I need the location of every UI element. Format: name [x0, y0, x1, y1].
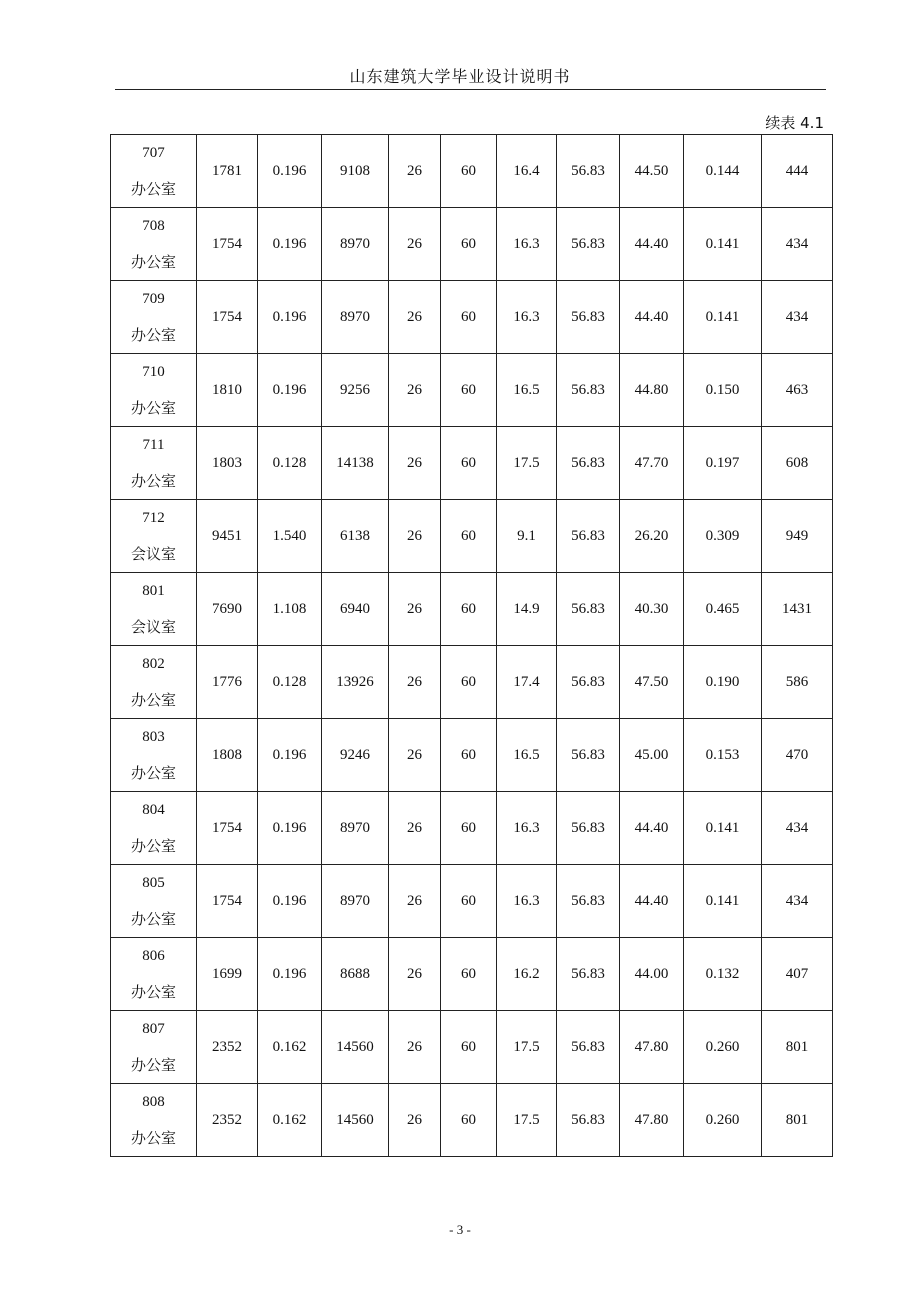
table-cell: 60 — [441, 573, 497, 646]
table-cell: 14560 — [322, 1011, 389, 1084]
table-cell: 47.80 — [620, 1084, 684, 1157]
table-cell: 444 — [762, 135, 833, 208]
table-cell: 6940 — [322, 573, 389, 646]
table-cell: 56.83 — [557, 719, 620, 792]
table-cell: 16.5 — [497, 719, 557, 792]
table-cell: 0.196 — [258, 281, 322, 354]
table-row — [111, 865, 833, 938]
table-cell: 26 — [389, 281, 441, 354]
room-number: 807 — [142, 1021, 165, 1037]
room-number: 806 — [142, 948, 165, 964]
table-cell: 470 — [762, 719, 833, 792]
room-number: 804 — [142, 802, 165, 818]
room-number: 808 — [142, 1094, 165, 1110]
table-cell: 26 — [389, 719, 441, 792]
table-cell: 44.50 — [620, 135, 684, 208]
table-cell: 26 — [389, 135, 441, 208]
table-cell: 17.5 — [497, 1084, 557, 1157]
room-cell — [111, 573, 197, 646]
room-cell — [111, 865, 197, 938]
table-cell: 0.197 — [684, 427, 762, 500]
table-cell: 0.260 — [684, 1084, 762, 1157]
room-name: 办公室 — [130, 983, 176, 1001]
table-cell: 56.83 — [557, 500, 620, 573]
table-cell: 434 — [762, 792, 833, 865]
room-name: 会议室 — [130, 618, 176, 636]
room-cell — [111, 646, 197, 719]
table-cell: 60 — [441, 865, 497, 938]
page-header-title: 山东建筑大学毕业设计说明书 — [349, 67, 571, 86]
table-cell: 434 — [762, 281, 833, 354]
table-cell: 1810 — [197, 354, 258, 427]
table-cell: 56.83 — [557, 938, 620, 1011]
table-cell: 56.83 — [557, 135, 620, 208]
table-row — [111, 1011, 833, 1084]
data-table — [110, 134, 833, 1157]
room-name: 办公室 — [130, 472, 176, 490]
table-cell: 6138 — [322, 500, 389, 573]
table-cell: 0.190 — [684, 646, 762, 719]
room-number: 708 — [142, 218, 165, 234]
room-name: 办公室 — [130, 691, 176, 709]
table-cell: 60 — [441, 1084, 497, 1157]
table-cell: 1754 — [197, 865, 258, 938]
table-cell: 463 — [762, 354, 833, 427]
table-row — [111, 208, 833, 281]
table-cell: 1754 — [197, 792, 258, 865]
table-cell: 0.128 — [258, 646, 322, 719]
room-cell — [111, 208, 197, 281]
table-cell: 949 — [762, 500, 833, 573]
table-row — [111, 646, 833, 719]
table-cell: 0.132 — [684, 938, 762, 1011]
table-row — [111, 500, 833, 573]
table-cell: 1754 — [197, 208, 258, 281]
table-cell: 8970 — [322, 792, 389, 865]
table-cell: 2352 — [197, 1084, 258, 1157]
table-cell: 60 — [441, 427, 497, 500]
table-cell: 60 — [441, 281, 497, 354]
table-cell: 60 — [441, 135, 497, 208]
room-cell — [111, 1011, 197, 1084]
table-row — [111, 354, 833, 427]
table-row — [111, 281, 833, 354]
table-cell: 56.83 — [557, 427, 620, 500]
table-cell: 0.128 — [258, 427, 322, 500]
room-cell — [111, 938, 197, 1011]
room-number: 803 — [142, 729, 165, 745]
table-cell: 60 — [441, 208, 497, 281]
table-row — [111, 719, 833, 792]
table-cell: 9.1 — [497, 500, 557, 573]
table-cell: 0.196 — [258, 719, 322, 792]
table-row — [111, 1084, 833, 1157]
table-cell: 0.150 — [684, 354, 762, 427]
table-cell: 16.3 — [497, 792, 557, 865]
table-cell: 0.162 — [258, 1084, 322, 1157]
table-cell: 60 — [441, 938, 497, 1011]
table-cell: 801 — [762, 1011, 833, 1084]
table-cell: 44.40 — [620, 281, 684, 354]
table-cell: 0.141 — [684, 865, 762, 938]
room-cell — [111, 427, 197, 500]
table-cell: 0.196 — [258, 792, 322, 865]
table-cell: 0.153 — [684, 719, 762, 792]
table-cell: 44.00 — [620, 938, 684, 1011]
table-cell: 8970 — [322, 865, 389, 938]
table-cell: 1.540 — [258, 500, 322, 573]
table-cell: 0.141 — [684, 208, 762, 281]
table-cell: 26 — [389, 938, 441, 1011]
room-cell — [111, 354, 197, 427]
table-cell: 16.3 — [497, 865, 557, 938]
room-cell — [111, 1084, 197, 1157]
table-cell: 56.83 — [557, 354, 620, 427]
room-cell — [111, 135, 197, 208]
room-cell — [111, 719, 197, 792]
table-cell: 60 — [441, 354, 497, 427]
table-cell: 16.3 — [497, 281, 557, 354]
page-number: - 3 - — [449, 1222, 471, 1237]
table-cell: 434 — [762, 865, 833, 938]
room-number: 709 — [142, 291, 165, 307]
table-cell: 0.141 — [684, 792, 762, 865]
table-cell: 1699 — [197, 938, 258, 1011]
table-row — [111, 792, 833, 865]
table-cell: 1.108 — [258, 573, 322, 646]
table-cell: 26 — [389, 500, 441, 573]
table-cell: 26 — [389, 354, 441, 427]
table-cell: 0.260 — [684, 1011, 762, 1084]
room-name: 办公室 — [130, 399, 176, 417]
room-name: 办公室 — [130, 910, 176, 928]
table-cell: 44.40 — [620, 792, 684, 865]
header-divider — [115, 89, 826, 90]
table-cell: 26 — [389, 1011, 441, 1084]
room-number: 802 — [142, 656, 165, 672]
table-cell: 26.20 — [620, 500, 684, 573]
table-cell: 1776 — [197, 646, 258, 719]
table-cell: 0.196 — [258, 354, 322, 427]
table-cell: 14560 — [322, 1084, 389, 1157]
table-cell: 16.3 — [497, 208, 557, 281]
table-cell: 0.141 — [684, 281, 762, 354]
table-cell: 56.83 — [557, 792, 620, 865]
table-cell: 17.4 — [497, 646, 557, 719]
table-cell: 26 — [389, 792, 441, 865]
table-cell: 434 — [762, 208, 833, 281]
table-cell: 9108 — [322, 135, 389, 208]
table-cell: 9256 — [322, 354, 389, 427]
table-cell: 44.40 — [620, 208, 684, 281]
table-cell: 14.9 — [497, 573, 557, 646]
table-cell: 56.83 — [557, 646, 620, 719]
room-name: 办公室 — [130, 253, 176, 271]
table-cell: 56.83 — [557, 1084, 620, 1157]
table-cell: 26 — [389, 646, 441, 719]
table-cell: 26 — [389, 573, 441, 646]
table-cell: 26 — [389, 865, 441, 938]
table-cell: 9451 — [197, 500, 258, 573]
table-cell: 9246 — [322, 719, 389, 792]
table-cell: 0.196 — [258, 938, 322, 1011]
table-cell: 8688 — [322, 938, 389, 1011]
table-row — [111, 938, 833, 1011]
table-cell: 56.83 — [557, 281, 620, 354]
table-cell: 1803 — [197, 427, 258, 500]
table-cell: 0.162 — [258, 1011, 322, 1084]
table-cell: 0.309 — [684, 500, 762, 573]
table-cell: 44.80 — [620, 354, 684, 427]
room-cell — [111, 792, 197, 865]
room-name: 会议室 — [130, 545, 176, 563]
table-cell: 44.40 — [620, 865, 684, 938]
table-cell: 1431 — [762, 573, 833, 646]
table-row — [111, 427, 833, 500]
table-cell: 13926 — [322, 646, 389, 719]
table-cell: 14138 — [322, 427, 389, 500]
table-cell: 26 — [389, 427, 441, 500]
room-number: 707 — [142, 145, 165, 161]
room-number: 801 — [142, 583, 165, 599]
table-cell: 56.83 — [557, 1011, 620, 1084]
table-cell: 60 — [441, 719, 497, 792]
room-number: 712 — [142, 510, 165, 526]
table-cell: 1781 — [197, 135, 258, 208]
table-cell: 0.196 — [258, 865, 322, 938]
room-name: 办公室 — [130, 1056, 176, 1074]
room-cell — [111, 281, 197, 354]
table-cell: 47.50 — [620, 646, 684, 719]
table-cell: 1754 — [197, 281, 258, 354]
room-name: 办公室 — [130, 180, 176, 198]
table-cell: 8970 — [322, 208, 389, 281]
table-cell: 7690 — [197, 573, 258, 646]
table-cell: 1808 — [197, 719, 258, 792]
table-cell: 60 — [441, 1011, 497, 1084]
table-cell: 60 — [441, 500, 497, 573]
table-row — [111, 135, 833, 208]
table-cell: 801 — [762, 1084, 833, 1157]
table-cell: 0.196 — [258, 208, 322, 281]
table-cell: 26 — [389, 1084, 441, 1157]
room-number: 711 — [142, 437, 165, 453]
table-cell: 47.80 — [620, 1011, 684, 1084]
table-cell: 60 — [441, 792, 497, 865]
table-cell: 407 — [762, 938, 833, 1011]
table-cell: 56.83 — [557, 573, 620, 646]
table-cell: 0.465 — [684, 573, 762, 646]
table-cell: 17.5 — [497, 1011, 557, 1084]
table-cell: 16.5 — [497, 354, 557, 427]
table-cell: 2352 — [197, 1011, 258, 1084]
table-cell: 56.83 — [557, 208, 620, 281]
table-caption: 续表 4.1 — [765, 114, 824, 132]
table-cell: 17.5 — [497, 427, 557, 500]
table-cell: 16.4 — [497, 135, 557, 208]
room-name: 办公室 — [130, 764, 176, 782]
table-row — [111, 573, 833, 646]
table-cell: 40.30 — [620, 573, 684, 646]
table-cell: 0.144 — [684, 135, 762, 208]
room-cell — [111, 500, 197, 573]
room-name: 办公室 — [130, 1129, 176, 1147]
table-cell: 56.83 — [557, 865, 620, 938]
table-body — [111, 135, 833, 1157]
room-name: 办公室 — [130, 837, 176, 855]
room-number: 805 — [142, 875, 165, 891]
room-name: 办公室 — [130, 326, 176, 344]
table-cell: 16.2 — [497, 938, 557, 1011]
room-number: 710 — [142, 364, 165, 380]
table-cell: 608 — [762, 427, 833, 500]
table-cell: 0.196 — [258, 135, 322, 208]
table-cell: 45.00 — [620, 719, 684, 792]
table-cell: 8970 — [322, 281, 389, 354]
table-cell: 60 — [441, 646, 497, 719]
table-cell: 26 — [389, 208, 441, 281]
table-cell: 586 — [762, 646, 833, 719]
table-cell: 47.70 — [620, 427, 684, 500]
